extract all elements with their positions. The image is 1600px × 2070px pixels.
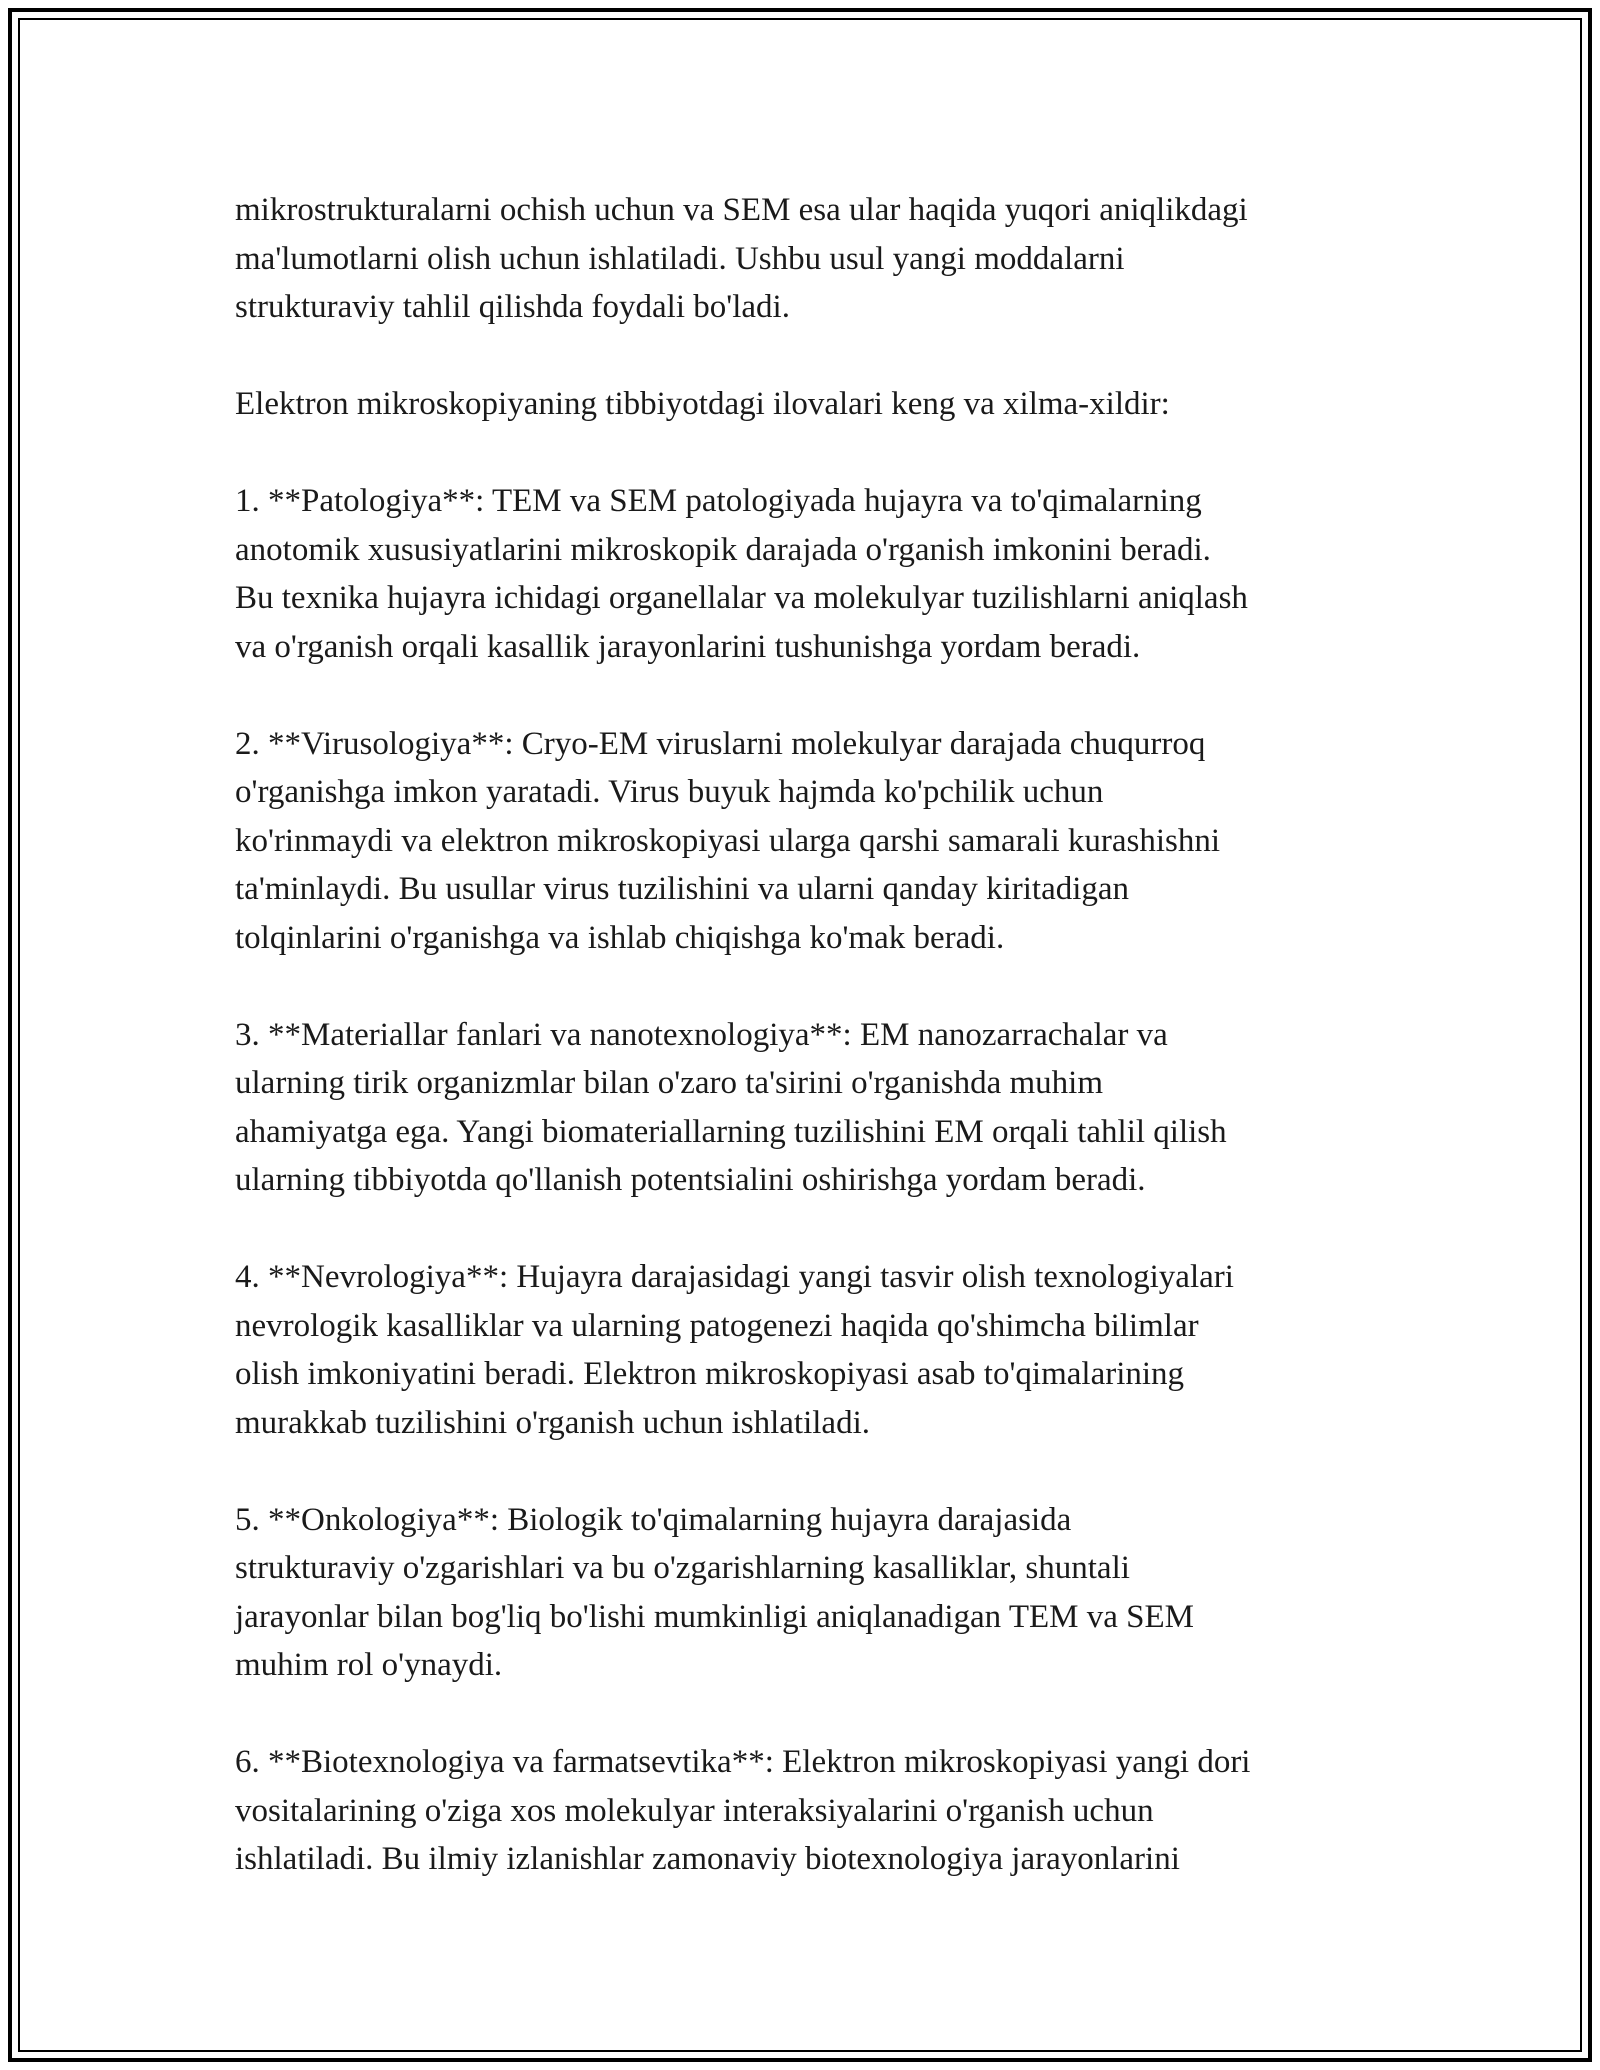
list-item-biotexnologiya: 6. **Biotexnologiya va farmatsevtika**: Elektron mikroskopiyasi yangi dori vositalarining o'ziga xos molekulyar interaksiyalarini o'rganish uchun ishlatiladi. Bu ilmiy izlanishlar zamonaviy biotexnologiya jarayonlarini [235, 1744, 1251, 1877]
list-item-nevrologiya: 4. **Nevrologiya**: Hujayra darajasidagi yangi tasvir olish texnologiyalari nevrologik kasalliklar va ularning patogenezi haqida qo'shimcha bilimlar olish imkoniyatini beradi. Elektron mikroskopiyasi asab to'qimalarining murakkab tuzilishini o'rganish uchun ishlatiladi. [235, 1259, 1234, 1441]
paragraph-applications-heading: Elektron mikroskopiyaning tibbiyotdagi ilovalari keng va xilma-xildir: [235, 386, 1170, 422]
list-item-patologiya: 1. **Patologiya**: TEM va SEM patologiyada hujayra va to'qimalarning anotomik xususiyatlarini mikroskopik darajada o'rganish imkonini beradi. Bu texnika hujayra ichidagi organellalar va molekulyar tuzilishlarni aniqlash va o'rganish orqali kasallik jarayonlarini tushunishga yordam beradi. [235, 483, 1248, 665]
document-body [235, 186, 1375, 1884]
paragraph-intro-continuation: mikrostrukturalarni ochish uchun va SEM esa ular haqida yuqori aniqlikdagi ma'lumotlarni olish uchun ishlatiladi. Ushbu usul yangi moddalarni strukturaviy tahlil qilishda foydali bo'ladi. [235, 192, 1248, 325]
list-item-materiallar: 3. **Materiallar fanlari va nanotexnologiya**: EM nanozarrachalar va ularning tirik organizmlar bilan o'zaro ta'sirini o'rganishda muhim ahamiyatga ega. Yangi biomateriallarning tuzilishini EM orqali tahlil qilish ularning tibbiyotda qo'llanish potentsialini oshirishga yordam beradi. [235, 1016, 1227, 1198]
list-item-onkologiya: 5. **Onkologiya**: Biologik to'qimalarning hujayra darajasida strukturaviy o'zgarishlari va bu o'zgarishlarning kasalliklar, shuntali jarayonlar bilan bog'liq bo'lishi mumkinligi aniqlanadigan TEM va SEM muhim rol o'ynaydi. [235, 1501, 1194, 1683]
list-item-virusologiya: 2. **Virusologiya**: Cryo-EM viruslarni molekulyar darajada chuqurroq o'rganishga imkon yaratadi. Virus buyuk hajmda ko'pchilik uchun ko'rinmaydi va elektron mikroskopiyasi ularga qarshi samarali kurashishni ta'minlaydi. Bu usullar virus tuzilishini va ularni qanday kiritadigan tolqinlarini o'rganishga va ishlab chiqishga ko'mak beradi. [235, 725, 1221, 956]
